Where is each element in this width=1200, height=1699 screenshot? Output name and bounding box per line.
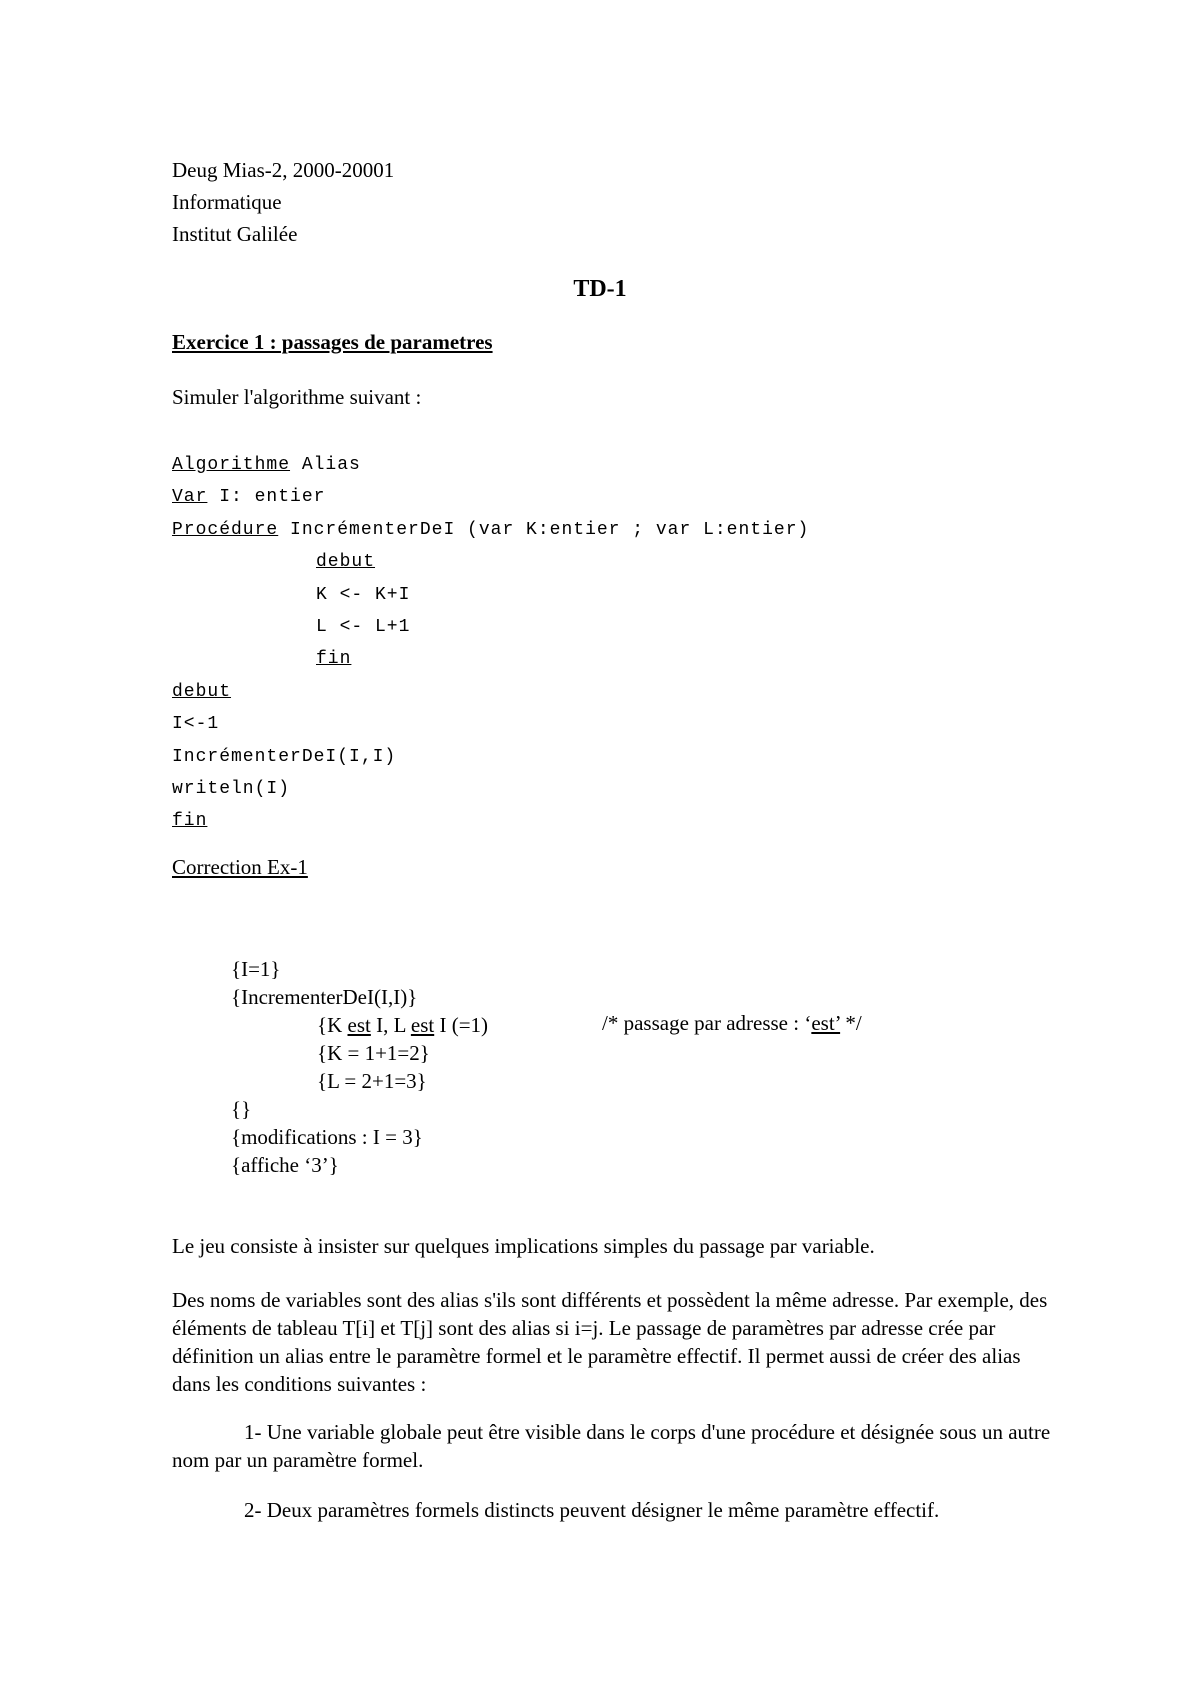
- paragraph: Des noms de variables sont des alias s'ils sont différents et possèdent la même adresse. Par exemple, des éléments de tableau T[i] et T[j] sont des alias si i=j. Le passage de paramètres par adresse crée par définition un alias entre le paramètre formel et le paramètre effectif. Il permet aussi de créer des alias dans les conditions suivantes :: [172, 1288, 1048, 1396]
- exercise-heading: Exercice 1 : passages de parametres: [172, 330, 493, 354]
- paragraph: 2- Deux paramètres formels distincts peuvent désigner le même paramètre effectif.: [244, 1498, 940, 1522]
- trace-comment: /* passage par adresse : ‘est’ */: [602, 1011, 862, 1035]
- code-line: L <- L+1: [316, 616, 411, 637]
- trace-line: {modifications : I = 3}: [231, 1125, 423, 1149]
- paragraph: 1- Une variable globale peut être visible dans le corps d'une procédure et désignée sous un autre nom par un paramètre formel.: [172, 1420, 1051, 1472]
- code-line: [172, 676, 809, 708]
- header-institution: Institut Galilée: [172, 222, 298, 246]
- trace-line: {I=1}: [231, 957, 281, 981]
- algorithm-code-block: [172, 449, 809, 838]
- code-line: IncrémenterDeI(I,I): [172, 746, 397, 767]
- correction-heading: Correction Ex-1: [172, 855, 308, 879]
- trace-line: {K est I, L est I (=1): [317, 1013, 489, 1037]
- code-line: K <- K+I: [316, 584, 411, 605]
- code-line: I<-1: [172, 714, 220, 735]
- code-line: Procédure IncrémenterDeI (var K:entier ; var L:entier): [172, 519, 810, 540]
- trace-line: {L = 2+1=3}: [317, 1069, 427, 1093]
- code-line: [172, 805, 809, 837]
- paragraph: Le jeu consiste à insister sur quelques implications simples du passage par variable.: [172, 1234, 875, 1258]
- page-title: TD-1: [573, 276, 627, 302]
- code-line: writeln(I): [172, 778, 291, 799]
- code-line: [172, 643, 809, 675]
- trace-line: {}: [231, 1097, 252, 1121]
- keyword: Procédure: [172, 519, 279, 540]
- exercise-instruction: Simuler l'algorithme suivant :: [172, 385, 422, 409]
- keyword: Var: [172, 487, 208, 508]
- keyword: debut: [172, 681, 232, 702]
- correction-trace: [231, 955, 488, 1179]
- header-subject: Informatique: [172, 190, 282, 214]
- keyword: fin: [172, 811, 208, 832]
- code-line: Algorithme Alias: [172, 455, 361, 475]
- trace-line: {IncrementerDeI(I,I)}: [231, 985, 418, 1009]
- trace-line: {affiche ‘3’}: [231, 1153, 339, 1177]
- keyword: Algorithme: [172, 455, 291, 475]
- code-line: [172, 546, 809, 578]
- keyword: fin: [316, 649, 352, 670]
- document-header: [172, 154, 394, 250]
- keyword: debut: [316, 552, 376, 573]
- code-line: Var I: entier: [172, 487, 326, 508]
- trace-line: {K = 1+1=2}: [317, 1041, 430, 1065]
- header-course: Deug Mias-2, 2000-20001: [172, 158, 395, 182]
